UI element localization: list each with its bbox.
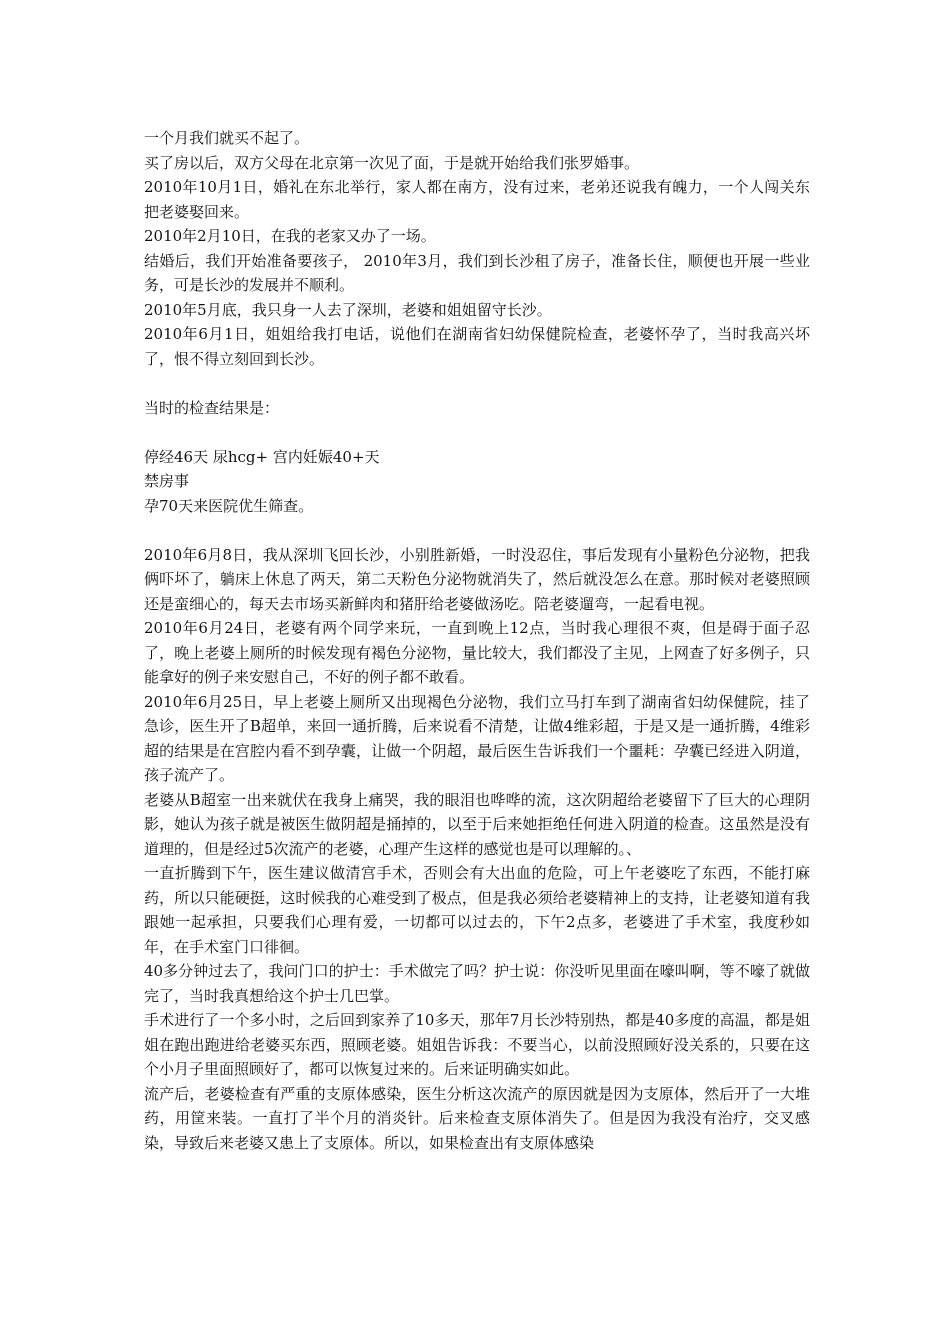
paragraph: 流产后，老婆检查有严重的支原体感染，医生分析这次流产的原因就是因为支原体，然后开了一大堆药，用筐来装。一直打了半个月的消炎针。后来检查支原体消失了。但是因为我没有治疗，交叉感染，导致后来老婆又患上了支原体。所以，如果检查出有支原体感染 — [144, 1084, 810, 1152]
paragraph: 孕70天来医院优生筛查。 — [144, 496, 314, 515]
paragraph: 2010年6月8日，我从深圳飞回长沙，小别胜新婚，一时没忍住，事后发现有小量粉色分泌物，把我俩吓坏了，躺床上休息了两天，第二天粉色分泌物就消失了，然后就没怎么在意。那时候对老婆照顾还是蛮细心的，每天去市场买新鲜肉和猪肝给老婆做汤吃。陪老婆遛弯，一起看电视。 — [144, 545, 810, 613]
paragraph: 2010年2月10日，在我的老家又办了一场。 — [144, 227, 436, 245]
blank-line — [144, 371, 810, 396]
paragraph: 当时的检查结果是： — [144, 398, 280, 417]
paragraph: 结婚后，我们开始准备要孩子， 2010年3月，我们到长沙租了房子，准备长住，顺便也开展一些业务，可是长沙的发展并不顺利。 — [144, 251, 810, 294]
paragraph: 一直折腾到下午，医生建议做清宫手术，否则会有大出血的危险，可上午老婆吃了东西，不能打麻药，所以只能硬挺，这时候我的心难受到了极点，但是我必须给老婆精神上的支持，让老婆知道有我跟她一起承担，只要我们心理有爱，一切都可以过去的，下午2点多，老婆进了手术室，我度秒如年，在手术室门口徘徊。 — [144, 864, 810, 956]
paragraph: 禁房事 — [144, 472, 190, 490]
paragraph: 2010年5月底，我只身一人去了深圳，老婆和姐姐留守长沙。 — [144, 300, 552, 319]
paragraph: 2010年6月24日，老婆有两个同学来玩，一直到晚上12点，当时我心理很不爽，但是碍于面子忍了，晚上老婆上厕所的时候发现有褐色分泌物，量比较大，我们都没了主见，上网查了好多例子，只能拿好的例子来安慰自己，不好的例子都不敢看。 — [144, 619, 810, 686]
paragraph: 40多分钟过去了，我问门口的护士：手术做完了吗？护士说：你没听见里面在嚎叫啊，等不嚎了就做完了，当时我真想给这个护士几巴掌。 — [144, 962, 810, 1005]
paragraph: 停经46天 尿hcg+ 宫内妊娠40+天 — [144, 447, 380, 466]
paragraph: 2010年10月1日，婚礼在东北举行，家人都在南方，没有过来，老弟还说我有魄力，一个人闯关东把老婆娶回来。 — [144, 178, 810, 221]
blank-line — [144, 420, 810, 445]
paragraph: 老婆从B超室一出来就伏在我身上痛哭，我的眼泪也哗哗的流，这次阴超给老婆留下了巨大的心理阴影，她认为孩子就是被医生做阴超是捅掉的，以至于后来她拒绝任何进入阴道的检查。这虽然是没有道理的，但是经过5次流产的老婆，心理产生这样的感觉也是可以理解的。、 — [144, 790, 810, 858]
blank-line — [144, 518, 810, 543]
paragraph: 买了房以后，双方父母在北京第一次见了面，于是就开始给我们张罗婚事。 — [144, 153, 640, 172]
paragraph: 手术进行了一个多小时，之后回到家养了10多天，那年7月长沙特别热，都是40多度的高温，都是姐姐在跑出跑进给老婆买东西，照顾老婆。姐姐告诉我：不要当心，以前没照顾好没关系的，只要在这个小月子里面照顾好了，都可以恢复过来的。后来证明确实如此。 — [144, 1011, 810, 1078]
paragraph: 一个月我们就买不起了。 — [144, 129, 310, 147]
document-body — [144, 126, 810, 1155]
paragraph: 2010年6月25日，早上老婆上厕所又出现褐色分泌物，我们立马打车到了湖南省妇幼保健院，挂了急诊，医生开了B超单，来回一通折腾，后来说看不清楚，让做4维彩超，于是又是一通折腾，4维彩超的结果是在宫腔内看不到孕囊，让做一个阴超，最后医生告诉我们一个噩耗：孕囊已经进入阴道，孩子流产了。 — [144, 692, 810, 784]
paragraph: 2010年6月1日，姐姐给我打电话，说他们在湖南省妇幼保健院检查，老婆怀孕了，当时我高兴坏了，恨不得立刻回到长沙。 — [144, 325, 810, 368]
